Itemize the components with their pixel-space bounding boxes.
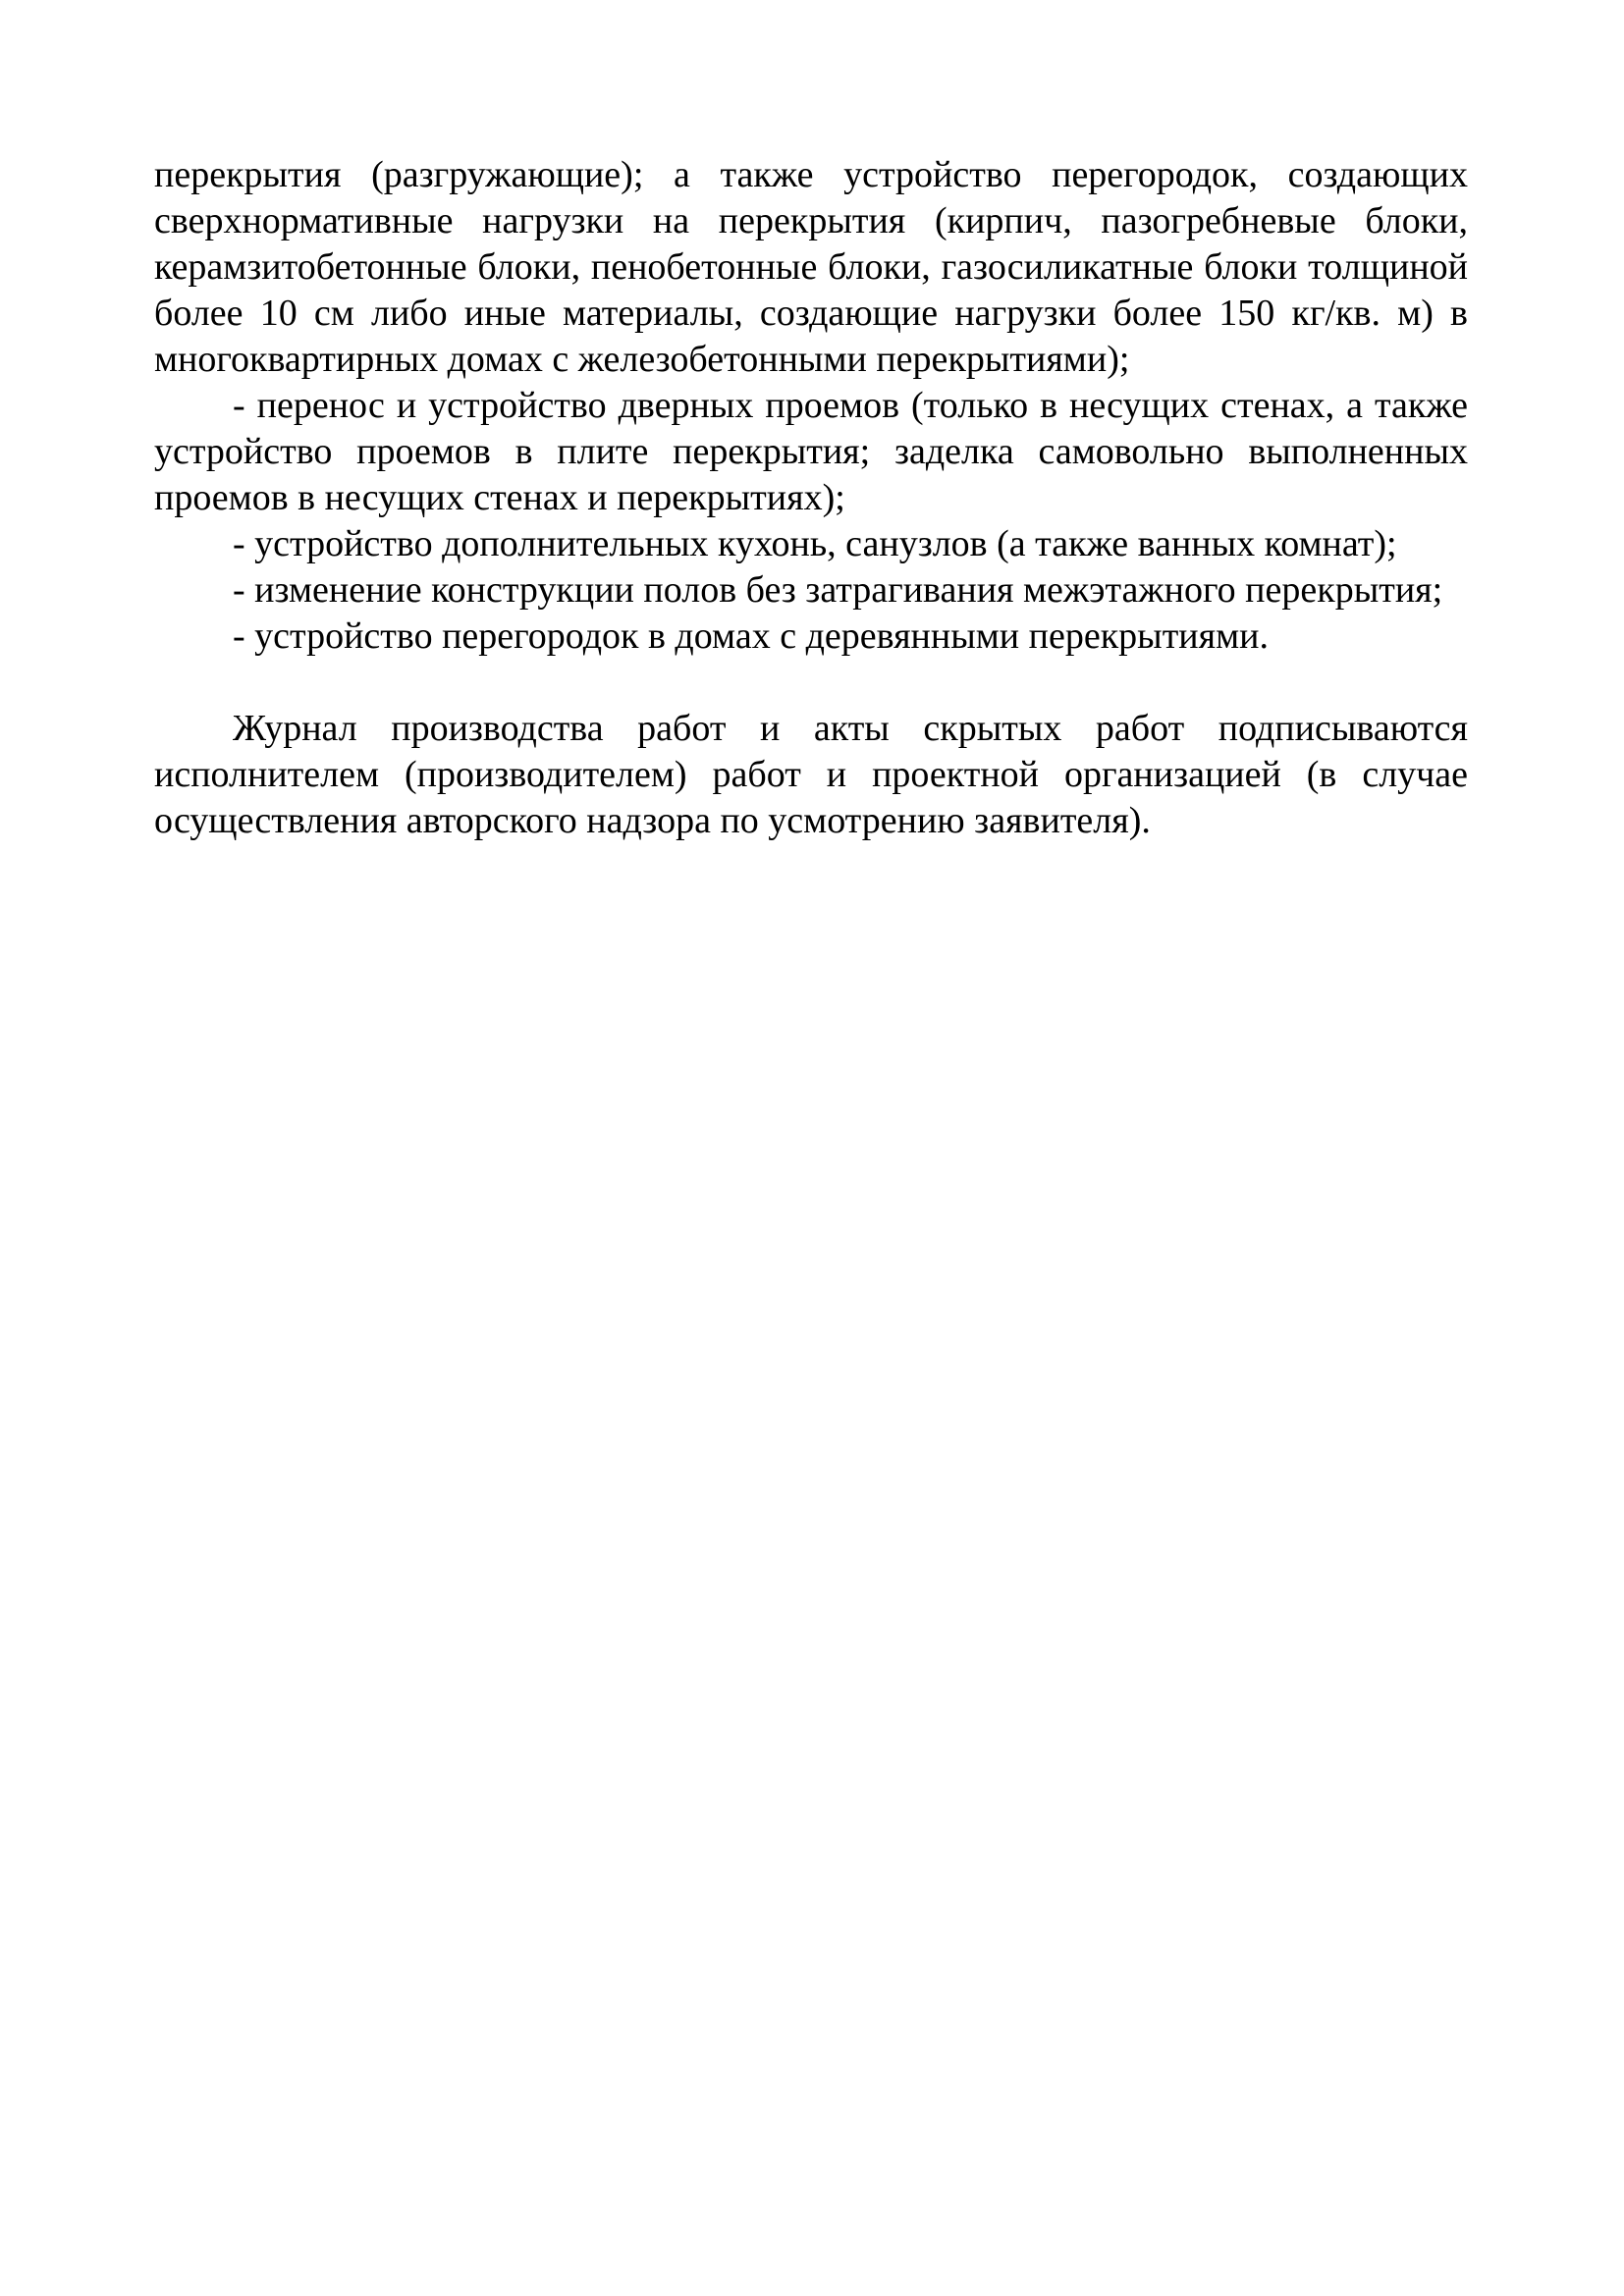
text-line: проемов в несущих стенах и перекрытиях);	[154, 477, 845, 518]
text-line: осуществления авторского надзора по усмотрению заявителя).	[154, 800, 1151, 841]
paragraph	[154, 383, 1468, 521]
text-line: - устройство дополнительных кухонь, санузлов (а также ванных комнат);	[233, 523, 1397, 564]
paragraph	[154, 152, 1468, 383]
paragraph	[154, 614, 1468, 660]
text-line: многоквартирных домах с железобетонными перекрытиями);	[154, 339, 1130, 380]
paragraph	[154, 706, 1468, 844]
paragraph-spacer	[154, 660, 1468, 706]
text-line: перекрытия (разгружающие); а также устройство перегородок, создающих	[154, 154, 1468, 195]
text-line: керамзитобетонные блоки, пенобетонные блоки, газосиликатные блоки толщиной	[154, 246, 1468, 288]
paragraph	[154, 567, 1468, 614]
text-line: - устройство перегородок в домах с деревянными перекрытиями.	[233, 615, 1270, 657]
text-line: - изменение конструкции полов без затрагивания межэтажного перекрытия;	[233, 569, 1443, 611]
text-line: исполнителем (производителем) работ и проектной организацией (в случае	[154, 754, 1468, 795]
paragraph	[154, 521, 1468, 567]
text-line: устройство проемов в плите перекрытия; заделка самовольно выполненных	[154, 431, 1468, 472]
text-line: Журнал производства работ и акты скрытых работ подписываются	[233, 708, 1468, 749]
text-line: - перенос и устройство дверных проемов (только в несущих стенах, а также	[233, 385, 1468, 426]
text-line: сверхнормативные нагрузки на перекрытия (кирпич, пазогребневые блоки,	[154, 200, 1468, 241]
text-line: более 10 см либо иные материалы, создающие нагрузки более 150 кг/кв. м) в	[154, 293, 1468, 334]
document-text	[154, 152, 1468, 844]
